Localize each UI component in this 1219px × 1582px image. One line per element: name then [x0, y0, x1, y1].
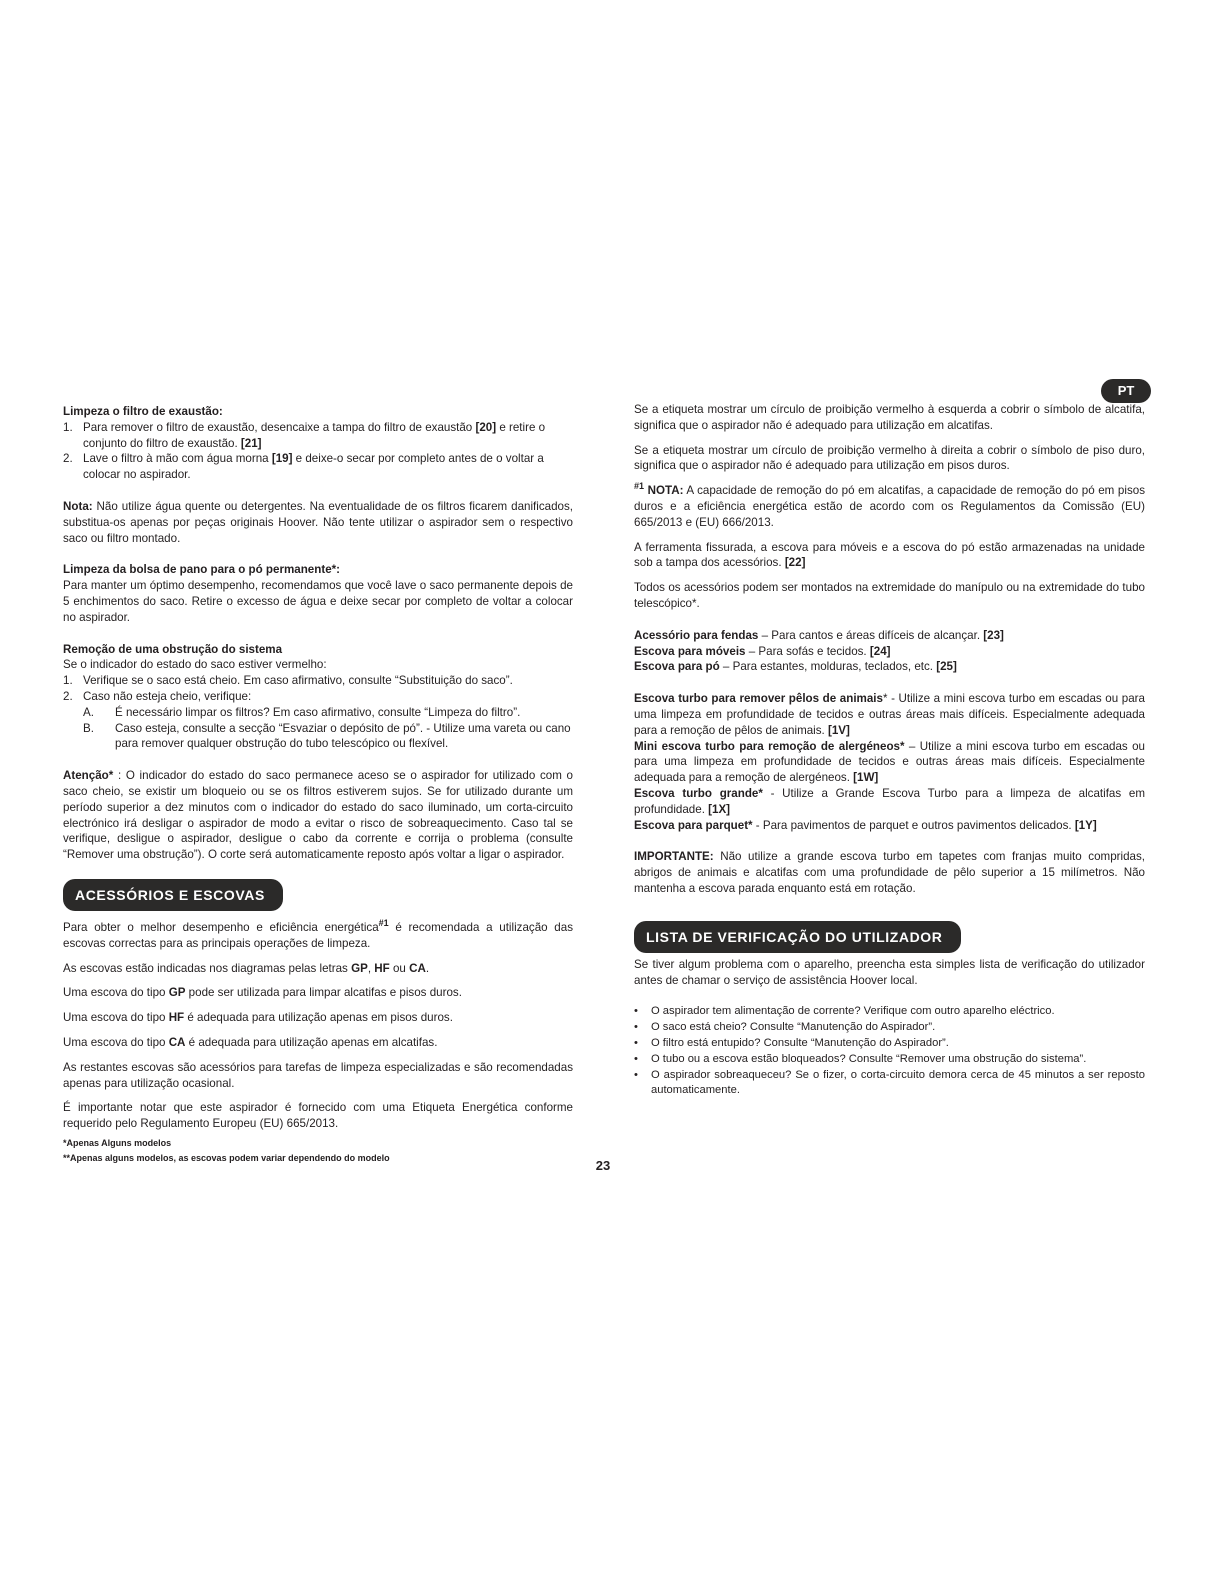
section-title-obstruction: Remoção de uma obstrução do sistema	[63, 642, 283, 656]
list-item: Escova turbo para remover pêlos de animais* - Utilize a mini escova turbo em escadas ou para uma limpeza em profundidade de tecidos e outras áreas mais difíceis. Especialmente adequada para a remoção de pêlos de animais. [1V]	[634, 692, 1145, 737]
list-item: A. É necessário limpar os filtros? Em caso afirmativo, consulte “Limpeza do filtro”.	[83, 705, 521, 719]
mounting-paragraph: Todos os acessórios podem ser montados na extremidade do manípulo ou na extremidade do tubo telescópico*.	[634, 581, 1145, 610]
storage-paragraph: A ferramenta fissurada, a escova para móveis e a escova do pó estão armazenadas na unidade sob a tampa dos acessórios. [22]	[634, 540, 1145, 570]
brush-letters-paragraph: As escovas estão indicadas nos diagramas pelas letras GP, HF ou CA.	[63, 961, 430, 975]
list-item: 2. Caso não esteja cheio, verifique:	[63, 689, 252, 703]
energy-note-paragraph: $^{\#1}$ NOTA: A capacidade de remoção do pó em alcatifas, a capacidade de remoção do pó em pisos duros e a eficiência energética estão de acordo com os Regulamentos da Comissão (EU) 665/2013 e (EU) 666/2013.	[634, 481, 1145, 529]
checklist-intro: Se tiver algum problema com o aparelho, preencha esta simples lista de verificação do utilizador antes de chamar o serviço de assistência Hoover local.	[634, 957, 1145, 987]
section-title-exhaust-filter: Limpeza o filtro de exaustão:	[63, 405, 223, 418]
accessories-intro: Para obter o melhor desempenho e eficiência energética$^{\#1}$ é recomendada a utilização das escovas correctas para as principais operações de limpeza.	[63, 918, 573, 950]
note-paragraph: Nota: Não utilize água quente ou detergentes. Na eventualidade de os filtros ficarem danificados, substitua-os apenas por peças originais Hoover. Não tente utilizar o aspirador sem o respectivo saco ou filtro montado.	[63, 499, 573, 545]
brush-gp-paragraph: Uma escova do tipo GP pode ser utilizada para limpar alcatifas e pisos duros.	[63, 986, 462, 1000]
section-heading-checklist: LISTA DE VERIFICAÇÃO DO UTILIZADOR	[634, 921, 961, 953]
other-brushes-paragraph: As restantes escovas são acessórios para tarefas de limpeza especializadas e são recomendadas apenas para utilização ocasional.	[63, 1060, 573, 1090]
list-item: 2. Lave o filtro à mão com água morna [19] e deixe-o secar por completo antes de o voltar a colocar no aspirador.	[63, 452, 544, 482]
list-item: B. Caso esteja, consulte a secção “Esvaziar o depósito de pó”. - Utilize uma vareta ou cano para remover qualquer obstrução do tubo telescópico ou flexível.	[83, 721, 571, 751]
list-item: 1. Verifique se o saco está cheio. Em caso afirmativo, consulte “Substituição do saco”.	[63, 674, 513, 688]
list-item: Escova para parquet* - Para pavimentos de parquet e outros pavimentos delicados. [1Y]	[634, 818, 1097, 832]
list-item: Mini escova turbo para remoção de alergéneos* – Utilize a mini escova turbo em escadas ou para uma limpeza em profundidade de tecidos e outras áreas mais difíceis. Especialmente adequada para a remoção de alergéneos. [1W]	[634, 739, 1145, 785]
hardfloor-label-paragraph: Se a etiqueta mostrar um círculo de proibição vermelho à direita a cobrir o símbolo de piso duro, significa que o aspirador não é adequado para utilização em pisos duros.	[634, 443, 1145, 473]
attention-paragraph: Atenção* : O indicador do estado do saco permanece aceso se o aspirador for utilizado com o saco cheio, se existir um bloqueio ou se os filtros estiverem sujos. Se for utilizado durante um período superior a dez minutos com o indicador do estado do saco iluminado, um corta-circuito electrónico irá desligar o aspirador de modo a evitar o risco de sobreaquecimento. Caso tal se verifique, desligue o aspirador, desligue o cabo da corrente e corrija o problema (consulte “Remover uma obstrução”). O corte será automaticamente reposto após voltar a ligar o aspirador.	[63, 769, 573, 862]
page-number: 23	[595, 1158, 611, 1173]
section-title-cloth-bag: Limpeza da bolsa de pano para o pó permanente*:	[63, 563, 341, 577]
section-heading-accessories: ACESSÓRIOS E ESCOVAS	[63, 879, 283, 911]
obstruction-steps	[63, 673, 573, 705]
list-item: • O tubo ou a escova estão bloqueados? Consulte “Remover uma obstrução do sistema”.	[634, 1052, 1087, 1065]
footnote-brushes: **Apenas alguns modelos, as escovas podem variar dependendo do modelo	[63, 1152, 390, 1163]
obstruction-intro: Se o indicador do estado do saco estiver vermelho:	[63, 658, 327, 672]
list-item: • O saco está cheio? Consulte “Manutenção do Aspirador”.	[634, 1021, 936, 1034]
list-item: • O filtro está entupido? Consulte “Manutenção do Aspirador”.	[634, 1036, 949, 1049]
carpet-label-paragraph: Se a etiqueta mostrar um círculo de proibição vermelho à esquerda a cobrir o símbolo de alcatifa, significa que o aspirador não é adequado para utilização em alcatifas.	[634, 403, 1145, 432]
obstruction-substeps	[63, 705, 573, 752]
accessory-list	[634, 628, 1145, 675]
cloth-bag-paragraph: Para manter um óptimo desempenho, recomendamos que você lave o saco permanente depois de 5 enchimentos do saco. Retire o excesso de água e deixe secar por completo de voltar a colocar no aspirador.	[63, 579, 573, 624]
list-item: 1. Para remover o filtro de exaustão, desencaixe a tampa do filtro de exaustão [20] e retire o conjunto do filtro de exaustão. [21]	[63, 420, 546, 450]
list-item: Acessório para fendas – Para cantos e áreas difíceis de alcançar. [23]	[634, 628, 1004, 642]
important-paragraph: IMPORTANTE: Não utilize a grande escova turbo em tapetes com franjas muito compridas, abrigos de animais e alcatifas com uma profundidade de pêlo superior a 15 milímetros. Não mantenha a escova parada enquanto está em rotação.	[634, 850, 1145, 895]
brush-hf-paragraph: Uma escova do tipo HF é adequada para utilização apenas em pisos duros.	[63, 1011, 453, 1025]
checklist	[634, 1004, 1145, 1099]
right-column	[634, 402, 1145, 1099]
brush-ca-paragraph: Uma escova do tipo CA é adequada para utilização apenas em alcatifas.	[63, 1035, 438, 1049]
list-item: • O aspirador sobreaqueceu? Se o fizer, o corta-circuito demora cerca de 45 minutos a ser reposto automaticamente.	[634, 1068, 1145, 1097]
turbo-brush-list	[634, 691, 1145, 833]
list-item: Escova para móveis – Para sofás e tecidos. [24]	[634, 644, 891, 658]
footnote-models: *Apenas Alguns modelos	[63, 1137, 172, 1148]
energy-label-paragraph: É importante notar que este aspirador é fornecido com uma Etiqueta Energética conforme requerido pelo Regulamento Europeu (EU) 665/2013.	[63, 1101, 573, 1131]
list-item: Escova para pó – Para estantes, molduras, teclados, etc. [25]	[634, 660, 957, 674]
left-column	[63, 404, 573, 1166]
list-item: • O aspirador tem alimentação de corrente? Verifique com outro aparelho eléctrico.	[634, 1005, 1055, 1018]
list-item: Escova turbo grande* - Utilize a Grande Escova Turbo para a limpeza de alcatifas em profundidade. [1X]	[634, 786, 1145, 816]
exhaust-filter-steps	[63, 420, 573, 483]
language-badge: PT	[1101, 379, 1151, 403]
